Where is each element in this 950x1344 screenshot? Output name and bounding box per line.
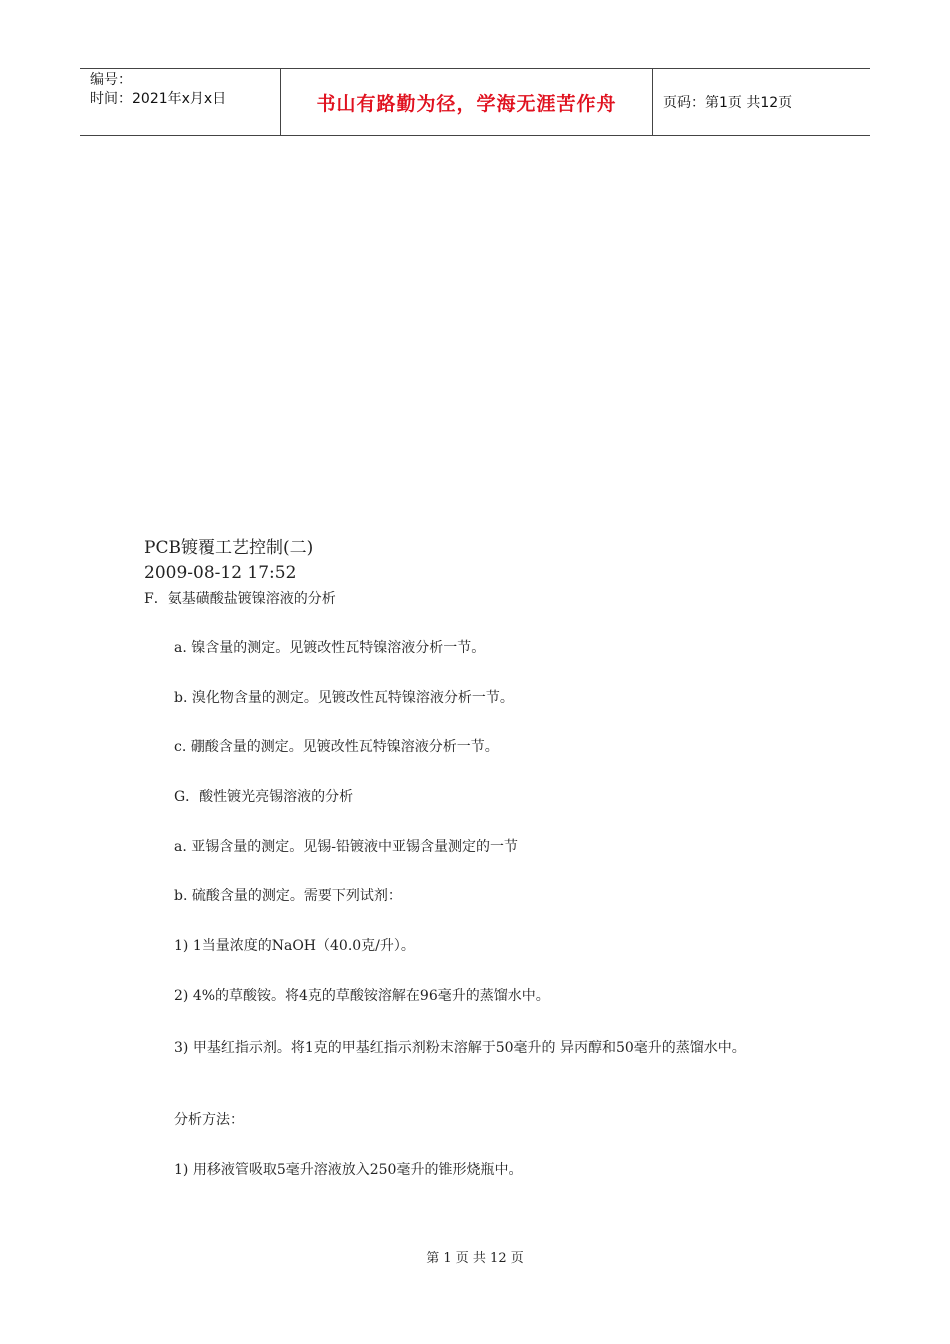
reagent-2: 2) 4%的草酸铵。将4克的草酸铵溶解在96毫升的蒸馏水中。	[174, 988, 550, 1004]
article-datetime: 2009-08-12 17:52	[144, 563, 297, 583]
line-f-a: a. 镍含量的测定。见镀改性瓦特镍溶液分析一节。	[174, 640, 486, 656]
section-f-heading: F．氨基磺酸盐镀镍溶液的分析	[144, 591, 336, 607]
header-meta	[80, 69, 280, 135]
page-footer: 第 1 页 共 12 页	[426, 1251, 524, 1266]
header-motto: 书山有路勤为径，学海无涯苦作舟	[280, 69, 653, 135]
header-page-info: 页码：第1页 共12页	[663, 95, 793, 111]
time-label: 时间：2021年x月x日	[90, 91, 227, 107]
line-g-b: b. 硫酸含量的测定。需要下列试剂：	[174, 888, 402, 904]
line-f-c: c. 硼酸含量的测定。见镀改性瓦特镍溶液分析一节。	[174, 739, 499, 755]
method-step-1: 1) 用移液管吸取5毫升溶液放入250毫升的锥形烧瓶中。	[174, 1162, 523, 1178]
reagent-3: 3) 甲基红指示剂。将1克的甲基红指示剂粉末溶解于50毫升的 异丙醇和50毫升的蒸馏水中。	[174, 1040, 746, 1056]
line-g-a: a. 亚锡含量的测定。见锡-铅镀液中亚锡含量测定的一节	[174, 839, 518, 855]
line-f-b: b. 溴化物含量的测定。见镀改性瓦特镍溶液分析一节。	[174, 690, 514, 706]
section-g-heading: G．酸性镀光亮锡溶液的分析	[174, 789, 354, 805]
article-title: PCB镀覆工艺控制(二)	[144, 538, 314, 558]
reagent-1: 1) 1当量浓度的NaOH（40.0克/升）。	[174, 938, 415, 954]
page-header	[80, 68, 870, 136]
number-label: 编号：	[90, 72, 132, 88]
method-title: 分析方法：	[174, 1112, 244, 1128]
